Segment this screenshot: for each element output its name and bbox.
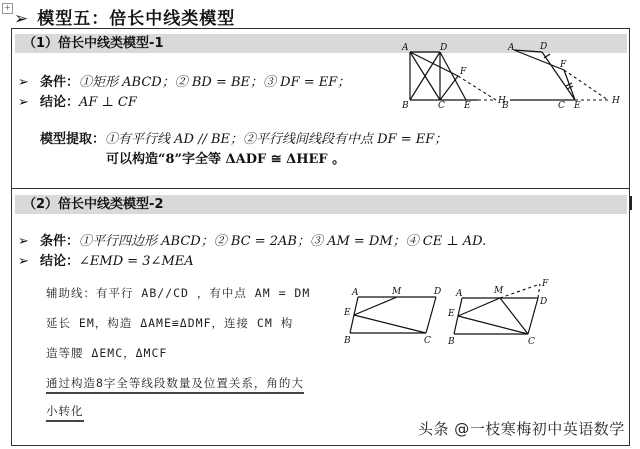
figure-2a: [340, 285, 448, 345]
label-A: A: [456, 289, 463, 299]
handwritten-note-5: 小转化: [46, 403, 84, 422]
label-B: B: [502, 101, 509, 110]
text-cursor: [630, 196, 632, 210]
figure-1b: [500, 40, 625, 110]
label-D: D: [434, 287, 442, 297]
label-D: D: [440, 43, 448, 53]
construct-text: 可以构造“8”字全等 ΔADF ≅ ΔHEF 。: [106, 152, 346, 167]
conclusion-text: AF ⊥ CF: [79, 95, 137, 110]
conditions-text: ①矩形 ABCD；② BD = BE；③ DF = EF；: [79, 75, 351, 90]
section2-header: （2）倍长中线类模型-2: [15, 195, 627, 214]
arrow-bullet-icon: ➢: [18, 234, 29, 249]
handwritten-note-1: 辅助线：有平行 AB//CD ，有中点 AM = DM: [46, 286, 311, 300]
conditions-label: 条件：: [40, 234, 80, 249]
section1-conditions: [18, 71, 350, 90]
arrow-bullet-icon: ➢: [18, 75, 29, 90]
label-D: D: [540, 297, 548, 307]
extract-text: ①有平行线 AD // BE；②平行线间线段有中点 DF = EF；: [105, 132, 448, 147]
page-title: [14, 4, 235, 29]
label-D: D: [540, 42, 548, 52]
label-E: E: [448, 309, 455, 319]
section2-conclusion: [18, 250, 194, 269]
figure-1a: [400, 40, 510, 110]
label-C: C: [438, 101, 445, 110]
label-F: F: [542, 279, 549, 289]
section-divider: [11, 188, 629, 189]
label-M: M: [392, 287, 402, 297]
conditions-label: 条件：: [40, 75, 80, 90]
section1-header: （1）倍长中线类模型-1: [15, 34, 627, 53]
label-C: C: [558, 101, 565, 110]
move-handle-icon[interactable]: +: [2, 3, 13, 14]
label-A: A: [508, 43, 515, 53]
extract-label: 模型提取：: [40, 132, 106, 147]
arrow-bullet-icon: ➢: [18, 254, 29, 269]
label-E: E: [464, 101, 471, 110]
label-B: B: [448, 337, 455, 346]
label-F: F: [560, 60, 567, 70]
handwritten-note-2: 延长 EM，构造 ΔAME≌ΔDMF，连接 CM 构: [46, 316, 294, 330]
label-M: M: [494, 286, 504, 296]
section2-conditions: [18, 230, 486, 249]
label-A: A: [352, 288, 359, 298]
label-B: B: [344, 336, 351, 345]
label-E: E: [574, 101, 581, 110]
label-H: H: [498, 96, 506, 106]
label-E: E: [344, 308, 351, 318]
conclusion-text: ∠EMD = 3∠MEA: [79, 254, 194, 269]
model-extract: [40, 128, 447, 147]
page-title-text: 模型五：倍长中线类模型: [37, 9, 236, 29]
label-C: C: [424, 336, 431, 345]
handwritten-note-3: 造等腰 ΔEMC，ΔMCF: [46, 346, 168, 360]
label-A: A: [402, 43, 409, 53]
conditions-text: ①平行四边形 ABCD；② BC = 2AB；③ AM = DM；④ CE ⊥ AD.: [79, 234, 487, 249]
label-F: F: [460, 67, 467, 77]
label-B: B: [402, 101, 409, 110]
arrow-bullet-icon: ➢: [14, 9, 30, 29]
conclusion-label: 结论：: [40, 254, 80, 269]
arrow-bullet-icon: ➢: [18, 95, 29, 110]
label-H: H: [612, 96, 620, 106]
conclusion-label: 结论：: [40, 95, 80, 110]
handwritten-note-4: 通过构造8字全等线段数量及位置关系，角的大: [46, 375, 304, 394]
watermark: 头条 @一枝寒梅初中英语数学: [418, 420, 625, 438]
figure-2b: [448, 278, 560, 346]
label-C: C: [528, 337, 535, 346]
section1-conclusion: [18, 91, 137, 110]
